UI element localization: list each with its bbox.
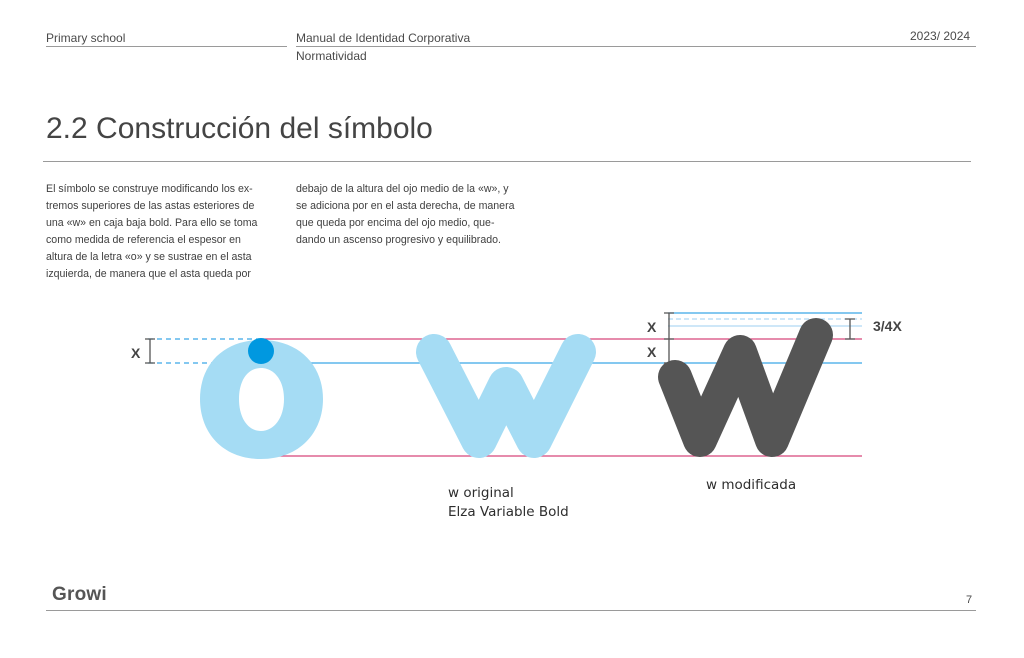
body-line: que queda por encima del ojo medio, que-	[296, 217, 495, 229]
page-title: 2.2 Construcción del símbolo	[46, 112, 433, 145]
x-label-right-bottom: X	[647, 344, 657, 360]
body-line: se adiciona por en el asta derecha, de manera	[296, 200, 515, 212]
body-line: tremos superiores de las astas esteriores de	[46, 200, 255, 212]
three-quarter-label: 3/4X	[873, 318, 902, 334]
header-year: 2023/ 2024	[910, 29, 971, 43]
page-number: 7	[966, 594, 973, 606]
body-line: debajo de la altura del ojo medio de la «w», y	[296, 183, 509, 195]
header-section: Normatividad	[296, 49, 367, 63]
x-measure-bracket-right	[664, 313, 674, 363]
body-line: El símbolo se construye modificando los ex-	[46, 183, 253, 195]
letter-w-modified-shape	[675, 335, 816, 440]
body-line: dando un ascenso progresivo y equilibrado.	[296, 234, 501, 246]
caption-original-font: Elza Variable Bold	[448, 504, 569, 520]
x-measure-bracket-left	[145, 339, 155, 363]
body-line: altura de la letra «o» y se sustrae en el asta	[46, 251, 252, 263]
body-line: como medida de referencia el espesor en	[46, 234, 241, 246]
header-manual-title: Manual de Identidad Corporativa	[296, 31, 471, 45]
x-label-right-top: X	[647, 319, 657, 335]
letter-w-original-shape	[434, 352, 578, 440]
x-label-left: X	[131, 345, 141, 361]
reference-dot	[248, 338, 274, 364]
body-line: una «w» en caja baja bold. Para ello se toma	[46, 217, 258, 229]
caption-original-name: w original	[448, 485, 514, 501]
footer-divider	[46, 610, 976, 611]
caption-original	[448, 484, 569, 522]
header-school: Primary school	[46, 31, 126, 45]
brand-logo: Growi	[52, 584, 107, 605]
body-line: izquierda, de manera que el asta queda por	[46, 268, 251, 280]
three-quarter-bracket	[845, 319, 855, 339]
caption-modified: w modificada	[706, 477, 797, 493]
